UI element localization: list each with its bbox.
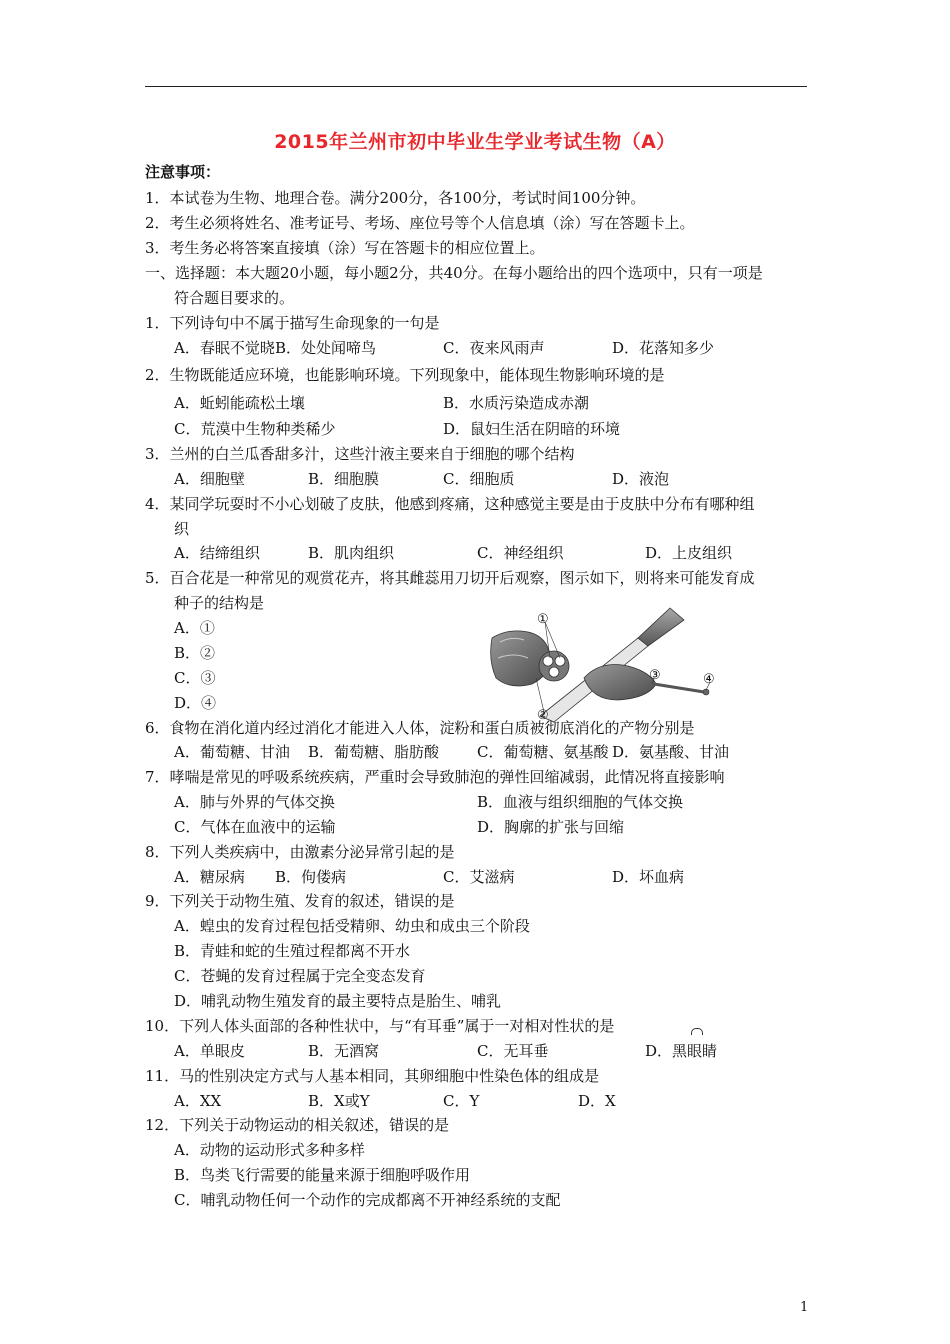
- question-stem: 4．某同学玩耍时不小心划破了皮肤，他感到疼痛，这种感觉主要是由于皮肤中分布有哪种组: [145, 495, 755, 513]
- option: B．无酒窝: [308, 1042, 380, 1060]
- option: C．细胞质: [443, 470, 515, 488]
- option: A．肺与外界的气体交换: [174, 793, 335, 811]
- option: B．X或Y: [308, 1092, 370, 1110]
- question-stem: 3．兰州的白兰瓜香甜多汁，这些汁液主要来自于细胞的哪个结构: [145, 445, 575, 463]
- option: C．③: [174, 669, 216, 687]
- option: A．葡萄糖、甘油: [174, 743, 290, 761]
- option: C．Y: [443, 1092, 480, 1110]
- section-instructions: 一、选择题：本大题20小题，每小题2分，共40分。在每小题给出的四个选项中，只有一项是: [145, 264, 763, 282]
- option: D．上皮组织: [645, 544, 733, 562]
- option: A．糖尿病: [174, 868, 245, 886]
- option: B．血液与组织细胞的气体交换: [477, 793, 684, 811]
- question-stem: 12．下列关于动物运动的相关叙述，错误的是: [145, 1116, 450, 1134]
- figure-label-3: ③: [649, 668, 661, 683]
- option: B．水质污染造成赤潮: [443, 394, 590, 412]
- option: C．无耳垂: [477, 1042, 549, 1060]
- option: A．XX: [174, 1092, 222, 1110]
- header-rule: [145, 86, 807, 87]
- question-stem: 2．生物既能适应环境，也能影响环境。下列现象中，能体现生物影响环境的是: [145, 366, 665, 384]
- option: C．哺乳动物任何一个动作的完成都离不开神经系统的支配: [174, 1191, 561, 1209]
- option: C．艾滋病: [443, 868, 515, 886]
- question-stem: 1．下列诗句中不属于描写生命现象的一句是: [145, 314, 440, 332]
- page-title: 2015年兰州市初中毕业生学业考试生物（A）: [274, 131, 676, 153]
- option: D．X: [578, 1092, 616, 1110]
- option: C．葡萄糖、氨基酸: [477, 743, 609, 761]
- option: A．动物的运动形式多种多样: [174, 1141, 365, 1159]
- option: D．胸廓的扩张与回缩: [477, 818, 625, 836]
- option: D．坏血病: [612, 868, 685, 886]
- figure-label-4: ④: [703, 672, 715, 687]
- option: D．哺乳动物生殖发育的最主要特点是胎生、哺乳: [174, 992, 502, 1010]
- option: A．①: [174, 619, 215, 637]
- option: A．蚯蚓能疏松土壤: [174, 394, 305, 412]
- question-stem: 5．百合花是一种常见的观赏花卉，将其雌蕊用刀切开后观察，图示如下，则将来可能发育成: [145, 569, 755, 587]
- option: D．④: [174, 694, 217, 712]
- notice-item: 3．考生务必将答案直接填（涂）写在答题卡的相应位置上。: [145, 239, 545, 257]
- option: A．春眠不觉晓: [174, 339, 275, 357]
- figure-label-1: ①: [537, 612, 549, 627]
- question-stem: 11．马的性别决定方式与人基本相同，其卵细胞中性染色体的组成是: [145, 1067, 600, 1085]
- notice-item: 2．考生必须将姓名、准考证号、考场、座位号等个人信息填（涂）写在答题卡上。: [145, 214, 695, 232]
- option: B．葡萄糖、脂肪酸: [308, 743, 440, 761]
- question-stem-cont: 种子的结构是: [174, 594, 265, 612]
- option: C．神经组织: [477, 544, 564, 562]
- option: D．黑眼睛: [645, 1042, 718, 1060]
- option: C．荒漠中生物种类稀少: [174, 420, 336, 438]
- option: A．结缔组织: [174, 544, 260, 562]
- option: C．夜来风雨声: [443, 339, 545, 357]
- notice-item: 1．本试卷为生物、地理合卷。满分200分，各100分，考试时间100分钟。: [145, 189, 646, 207]
- section-instructions-cont: 符合题目要求的。: [174, 289, 295, 307]
- question-stem-cont: 织: [174, 520, 190, 538]
- option: B．佝偻病: [275, 868, 347, 886]
- option: A．单眼皮: [174, 1042, 245, 1060]
- option: D．花落知多少: [612, 339, 715, 357]
- option: A．蝗虫的发育过程包括受精卵、幼虫和成虫三个阶段: [174, 917, 530, 935]
- question-stem: 8．下列人类疾病中，由激素分泌异常引起的是: [145, 843, 455, 861]
- question-stem: 7．哮喘是常见的呼吸系统疾病，严重时会导致肺泡的弹性回缩减弱，此情况将直接影响: [145, 768, 725, 786]
- option: B．细胞膜: [308, 470, 380, 488]
- pistil-diagram: [488, 598, 724, 722]
- page-number: 1: [800, 1300, 809, 1315]
- option: D．液泡: [612, 470, 670, 488]
- option: B．处处闻啼鸟: [275, 339, 377, 357]
- option: C．苍蝇的发育过程属于完全变态发育: [174, 967, 426, 985]
- question-stem: 9．下列关于动物生殖、发育的叙述，错误的是: [145, 892, 455, 910]
- option: B．肌肉组织: [308, 544, 395, 562]
- option: A．细胞壁: [174, 470, 245, 488]
- small-arc-mark: [691, 1028, 703, 1035]
- notice-heading: 注意事项：: [145, 163, 221, 181]
- question-stem: 10．下列人体头面部的各种性状中，与“有耳垂”属于一对相对性状的是: [145, 1017, 615, 1035]
- option: D．氨基酸、甘油: [612, 743, 730, 761]
- option: B．青蛙和蛇的生殖过程都离不开水: [174, 942, 411, 960]
- figure-label-2: ②: [537, 708, 549, 723]
- question-stem: 6．食物在消化道内经过消化才能进入人体，淀粉和蛋白质被彻底消化的产物分别是: [145, 719, 695, 737]
- option: B．②: [174, 644, 216, 662]
- option: C．气体在血液中的运输: [174, 818, 336, 836]
- option: D．鼠妇生活在阴暗的环境: [443, 420, 621, 438]
- option: B．鸟类飞行需要的能量来源于细胞呼吸作用: [174, 1166, 471, 1184]
